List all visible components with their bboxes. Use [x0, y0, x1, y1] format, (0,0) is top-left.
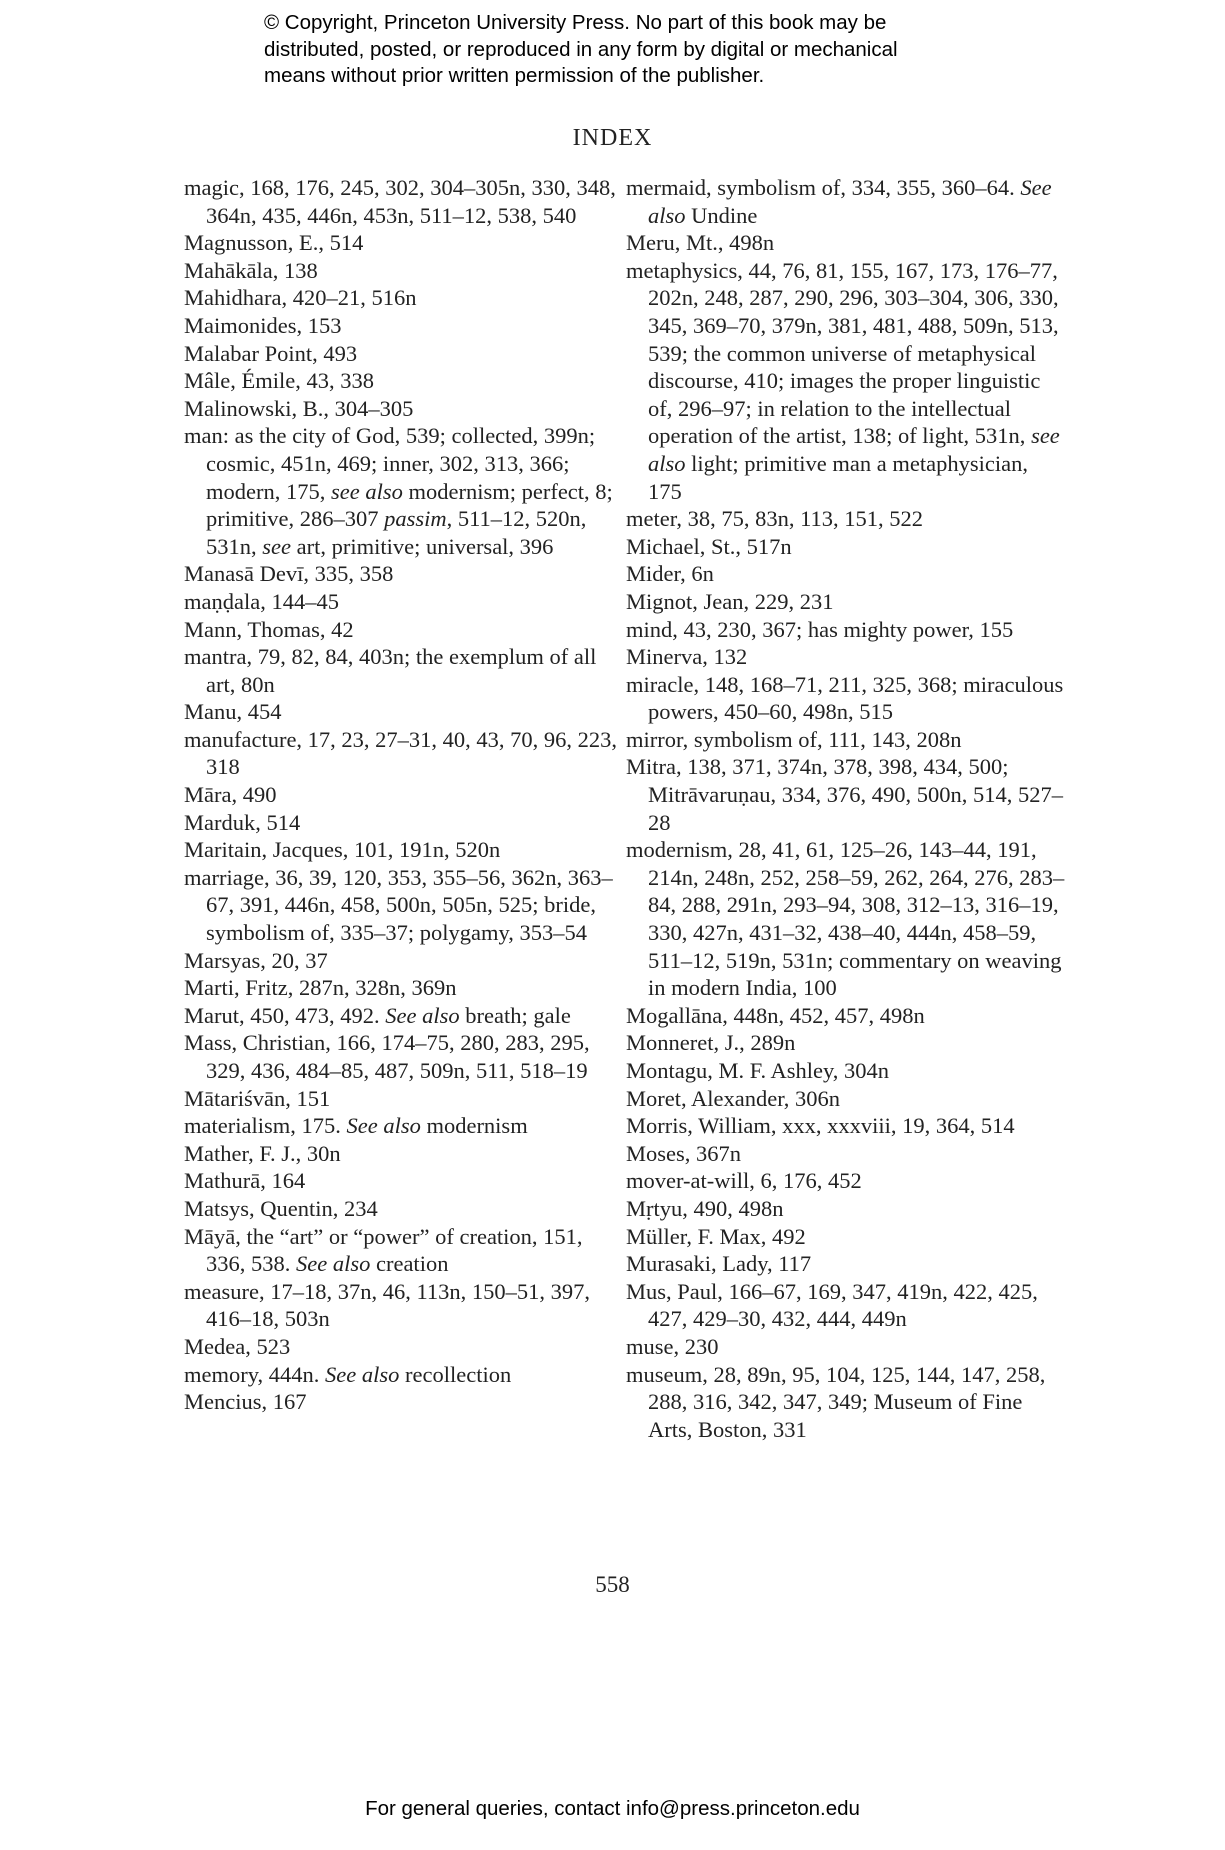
index-entry-text: Mencius, 167	[184, 1389, 307, 1415]
index-entry	[184, 560, 624, 588]
index-entry-text: Mathurā, 164	[184, 1168, 306, 1194]
index-entry-text: Marut, 450, 473, 492.	[184, 1002, 386, 1028]
index-entry-text: Montagu, M. F. Ashley, 304n	[626, 1058, 890, 1083]
index-entry-text: measure, 17–18, 37n, 46, 113n, 150–51, 397, 416–18, 503n	[184, 1278, 590, 1332]
index-entry-text: Mātariśvān, 151	[184, 1085, 331, 1111]
index-entry-text: light; primitive man a metaphysician, 175	[648, 450, 1028, 504]
index-entry-text: art, primitive; universal, 396	[290, 533, 554, 559]
index-entry	[184, 643, 624, 698]
index-entry-text: Minerva, 132	[626, 644, 748, 670]
index-entry-text: Magnusson, E., 514	[184, 230, 364, 256]
index-entry-text: mover-at-will, 6, 176, 452	[626, 1168, 862, 1194]
index-entry	[626, 1140, 1066, 1168]
index-entry-text: Mṛtyu, 490, 498n	[626, 1195, 784, 1221]
index-entry	[626, 1250, 1066, 1278]
index-entry	[184, 1361, 624, 1389]
index-entry	[626, 836, 1066, 1002]
index-entry-text: Müller, F. Max, 492	[626, 1223, 806, 1249]
index-entry-text: Mahidhara, 420–21, 516n	[184, 285, 417, 311]
index-entry-text: miracle, 148, 168–71, 211, 325, 368; miraculous powers, 450–60, 498n, 515	[626, 671, 1064, 725]
index-entry	[184, 284, 624, 312]
index-entry	[184, 836, 624, 864]
copyright-line: means without prior written permission of the publisher.	[264, 64, 765, 87]
index-entry-text: modernism; perfect, 8; primitive, 286–307	[206, 478, 613, 532]
index-entry	[626, 753, 1066, 836]
index-entry-text: Manu, 454	[184, 699, 282, 725]
index-entry-text: manufacture, 17, 23, 27–31, 40, 43, 70, 96, 223, 318	[184, 726, 618, 780]
index-entry	[184, 616, 624, 644]
contact-footer: For general queries, contact info@press.princeton.edu	[365, 1797, 860, 1820]
index-entry	[626, 1085, 1066, 1113]
index-entry	[626, 616, 1066, 644]
index-entry-text: maṇḍala, 144–45	[184, 588, 339, 614]
page-number: 558	[595, 1572, 630, 1597]
index-entry-text: metaphysics, 44, 76, 81, 155, 167, 173, 176–77, 202n, 248, 287, 290, 296, 303–304, 306, 330, 345, 369–70, 379n, 381, 481, 488, 509n, 513, 539; the common universe of metaphysical discourse, 410; images the proper linguistic of, 296–97; in relation to the intellectual operation of the artist, 138; of light, 531n,	[626, 257, 1059, 449]
index-entry	[184, 312, 624, 340]
index-entry-text: Marti, Fritz, 287n, 328n, 369n	[184, 975, 457, 1001]
index-entry-text: Mus, Paul, 166–67, 169, 347, 419n, 422, 425, 427, 429–30, 432, 444, 449n	[626, 1278, 1038, 1332]
index-entry	[626, 588, 1066, 616]
index-entry-text: Māyā, the “art” or “power” of creation, 151, 336, 538.	[184, 1223, 583, 1277]
index-entry-text: modernism, 28, 41, 61, 125–26, 143–44, 191, 214n, 248n, 252, 258–59, 262, 264, 276, 283–84, 288, 291n, 293–94, 308, 312–13, 316–19, 330, 427n, 431–32, 438–40, 444n, 458–59, 511–12, 519n, 531n; commentary on weaving in modern India, 100	[626, 837, 1065, 1001]
index-entry	[626, 1278, 1066, 1333]
index-entry	[626, 643, 1066, 671]
index-entry-text: Malinowski, B., 304–305	[184, 395, 414, 421]
index-entry	[184, 698, 624, 726]
index-entry-text: Matsys, Quentin, 234	[184, 1195, 378, 1221]
index-entry-italic-text: passim	[384, 506, 447, 532]
index-entry	[626, 174, 1066, 229]
index-entry	[184, 781, 624, 809]
index-entry-text: modernism	[420, 1113, 528, 1139]
index-entry	[626, 229, 1066, 257]
index-entry	[184, 1029, 624, 1084]
index-entry-text: Moret, Alexander, 306n	[626, 1085, 841, 1111]
index-entry	[184, 1112, 624, 1140]
index-entry-text: Marsyas, 20, 37	[184, 947, 328, 973]
index-entry-text: Moses, 367n	[626, 1140, 742, 1166]
index-entry	[626, 505, 1066, 533]
index-entry-text: Murasaki, Lady, 117	[626, 1251, 812, 1277]
index-entry-text: Monneret, J., 289n	[626, 1030, 796, 1056]
index-entry-text: mermaid, symbolism of, 334, 355, 360–64.	[626, 175, 1021, 200]
index-entry	[184, 1167, 624, 1195]
index-entry-text: marriage, 36, 39, 120, 353, 355–56, 362n, 363–67, 391, 446n, 458, 500n, 505n, 525; bride, symbolism of, 335–37; polygamy, 353–54	[184, 864, 613, 946]
index-entry	[184, 1195, 624, 1223]
index-entry	[184, 1085, 624, 1113]
index-entry-text: Mass, Christian, 166, 174–75, 280, 283, 295, 329, 436, 484–85, 487, 509n, 511, 518–19	[184, 1030, 590, 1083]
index-entry	[184, 340, 624, 368]
index-entry-text: Marduk, 514	[184, 809, 301, 835]
index-entry	[184, 1278, 624, 1333]
index-entry-italic-text: see also	[330, 478, 403, 504]
index-entry	[626, 1002, 1066, 1030]
index-entry-text: museum, 28, 89n, 95, 104, 125, 144, 147, 258, 288, 316, 342, 347, 349; Museum of Fine Arts, Boston, 331	[626, 1361, 1046, 1442]
index-entry-italic-text: See also	[648, 175, 1052, 228]
index-entry-text: breath; gale	[459, 1002, 571, 1028]
index-entry-italic-text: See also	[325, 1361, 400, 1387]
index-entry-text: Mather, F. J., 30n	[184, 1140, 341, 1166]
index-entry	[184, 422, 624, 560]
index-entry-text: Manasā Devī, 335, 358	[184, 561, 394, 587]
index-entry	[184, 229, 624, 257]
index-entry-text: Michael, St., 517n	[626, 533, 792, 559]
index-entry-text: Medea, 523	[184, 1333, 291, 1359]
index-entry-text: mirror, symbolism of, 111, 143, 208n	[626, 726, 962, 752]
index-entry-text: muse, 230	[626, 1333, 719, 1359]
index-entry	[184, 1002, 624, 1030]
index-column-left	[184, 174, 624, 1416]
index-entry-text: memory, 444n.	[184, 1361, 326, 1387]
page-heading: INDEX	[572, 125, 653, 151]
index-column-right	[626, 174, 1066, 1443]
index-entry	[626, 1057, 1066, 1085]
index-entry	[184, 726, 624, 781]
index-entry-italic-text: See also	[346, 1113, 421, 1139]
index-entry	[184, 809, 624, 837]
index-entry-text: Meru, Mt., 498n	[626, 230, 775, 256]
index-entry	[626, 671, 1066, 726]
index-entry-text: Maritain, Jacques, 101, 191n, 520n	[184, 837, 501, 863]
index-entry-text: Malabar Point, 493	[184, 340, 358, 366]
index-entry	[626, 1167, 1066, 1195]
index-entry-text: Mignot, Jean, 229, 231	[626, 588, 834, 614]
index-entry	[626, 726, 1066, 754]
index-entry	[184, 1223, 624, 1278]
index-entry-text: mantra, 79, 82, 84, 403n; the exemplum of all art, 80n	[184, 644, 597, 697]
index-entry-italic-text: See also	[385, 1002, 460, 1028]
index-entry	[626, 1333, 1066, 1361]
index-entry	[184, 1333, 624, 1361]
index-entry	[626, 1195, 1066, 1223]
index-entry-text: Mider, 6n	[626, 561, 714, 587]
index-entry-text: , 511–12, 520n, 531n,	[206, 506, 587, 559]
copyright-line: distributed, posted, or reproduced in any form by digital or mechanical	[264, 37, 898, 61]
index-entry-text: materialism, 175.	[184, 1113, 347, 1139]
index-entry-text: Maimonides, 153	[184, 312, 342, 338]
index-entry-text: Mâle, Émile, 43, 338	[184, 368, 374, 394]
index-entry	[184, 1140, 624, 1168]
index-entry	[184, 588, 624, 616]
index-entry-italic-text: see also	[648, 423, 1060, 476]
index-entry-italic-text: see	[262, 533, 291, 559]
index-entry-text: recollection	[399, 1361, 512, 1387]
index-entry	[626, 1223, 1066, 1251]
index-entry-text: Morris, William, xxx, xxxviii, 19, 364, 514	[626, 1113, 1015, 1139]
index-entry-text: man: as the city of God, 539; collected, 399n; cosmic, 451n, 469; inner, 302, 313, 366; modern, 175,	[184, 423, 596, 504]
index-entry-text: magic, 168, 176, 245, 302, 304–305n, 330, 348, 364n, 435, 446n, 453n, 511–12, 538, 540	[184, 175, 616, 228]
copyright-line: © Copyright, Princeton University Press. No part of this book may be	[264, 11, 887, 34]
index-entry	[184, 174, 624, 229]
index-entry	[626, 257, 1066, 505]
index-entry	[626, 560, 1066, 588]
index-entry	[626, 533, 1066, 561]
index-entry-text: Māra, 490	[184, 782, 277, 808]
index-entry-text: meter, 38, 75, 83n, 113, 151, 522	[626, 506, 923, 532]
index-entry	[626, 1361, 1066, 1444]
index-entry-italic-text: See also	[296, 1251, 371, 1277]
index-entry	[184, 947, 624, 975]
index-entry-text: Mahākāla, 138	[184, 257, 318, 283]
index-entry-text: mind, 43, 230, 367; has mighty power, 155	[626, 616, 1014, 642]
index-entry	[626, 1112, 1066, 1140]
index-entry	[184, 257, 624, 285]
index-entry	[184, 864, 624, 947]
index-entry	[184, 1388, 624, 1416]
index-entry-text: Mitra, 138, 371, 374n, 378, 398, 434, 500; Mitrāvaruṇau, 334, 376, 490, 500n, 514, 527–28	[626, 754, 1063, 835]
index-entry	[184, 367, 624, 395]
index-entry-text: Mogallāna, 448n, 452, 457, 498n	[626, 1002, 925, 1028]
index-entry	[184, 974, 624, 1002]
index-entry-text: Undine	[685, 202, 758, 228]
index-entry-text: Mann, Thomas, 42	[184, 616, 354, 642]
index-entry	[626, 1029, 1066, 1057]
index-entry	[184, 395, 624, 423]
index-entry-text: creation	[370, 1251, 449, 1277]
copyright-notice	[264, 10, 984, 90]
